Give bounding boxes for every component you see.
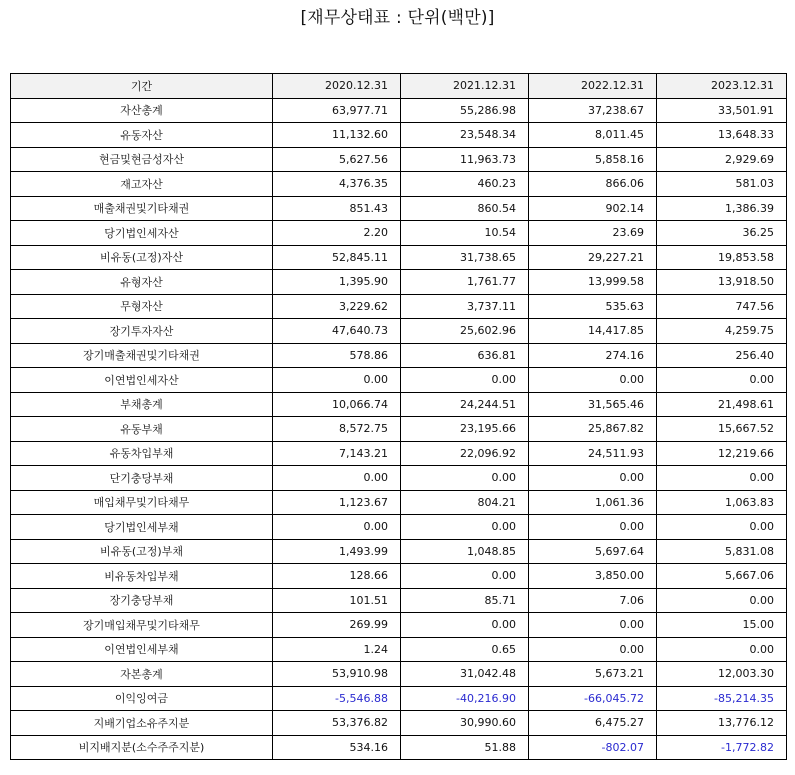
value-cell: 0.00 [401, 564, 529, 589]
value-cell: 53,376.82 [273, 711, 401, 736]
value-cell: 0.00 [529, 515, 657, 540]
row-label: 당기법인세자산 [11, 221, 273, 246]
value-cell: 0.00 [401, 368, 529, 393]
value-cell: 11,132.60 [273, 123, 401, 148]
row-label: 당기법인세부채 [11, 515, 273, 540]
value-cell: 0.00 [401, 515, 529, 540]
row-label: 유동차입부채 [11, 441, 273, 466]
value-cell: 3,737.11 [401, 294, 529, 319]
value-cell: 256.40 [657, 343, 787, 368]
row-label: 유형자산 [11, 270, 273, 295]
value-cell: 10.54 [401, 221, 529, 246]
value-cell: 0.00 [401, 613, 529, 638]
value-cell: 747.56 [657, 294, 787, 319]
value-cell: 101.51 [273, 588, 401, 613]
value-cell: 12,003.30 [657, 662, 787, 687]
table-row [11, 466, 787, 491]
table-row [11, 270, 787, 295]
value-cell: 8,011.45 [529, 123, 657, 148]
value-cell: 866.06 [529, 172, 657, 197]
value-cell: -40,216.90 [401, 686, 529, 711]
value-cell: 4,259.75 [657, 319, 787, 344]
value-cell: -85,214.35 [657, 686, 787, 711]
value-cell: 0.00 [401, 466, 529, 491]
value-cell: 581.03 [657, 172, 787, 197]
value-cell: 0.00 [657, 588, 787, 613]
value-cell: 13,648.33 [657, 123, 787, 148]
value-cell: 13,999.58 [529, 270, 657, 295]
value-cell: 274.16 [529, 343, 657, 368]
value-cell: 534.16 [273, 735, 401, 760]
value-cell: 2.20 [273, 221, 401, 246]
row-label: 이익잉여금 [11, 686, 273, 711]
value-cell: 0.00 [657, 637, 787, 662]
value-cell: 0.00 [657, 466, 787, 491]
value-cell: 25,867.82 [529, 417, 657, 442]
value-cell: 902.14 [529, 196, 657, 221]
table-row [11, 662, 787, 687]
value-cell: -802.07 [529, 735, 657, 760]
page-title: [재무상태표 : 단위(백만)] [300, 8, 495, 28]
value-cell: 0.00 [273, 515, 401, 540]
value-cell: 6,475.27 [529, 711, 657, 736]
table-row [11, 221, 787, 246]
value-cell: 5,858.16 [529, 147, 657, 172]
value-cell: 12,219.66 [657, 441, 787, 466]
table-row [11, 294, 787, 319]
value-cell: 1,395.90 [273, 270, 401, 295]
value-cell: 23,195.66 [401, 417, 529, 442]
value-cell: 0.00 [529, 466, 657, 491]
value-cell: 1,123.67 [273, 490, 401, 515]
value-cell: 5,673.21 [529, 662, 657, 687]
value-cell: 269.99 [273, 613, 401, 638]
value-cell: 37,238.67 [529, 98, 657, 123]
row-label: 부채총계 [11, 392, 273, 417]
value-cell: 31,738.65 [401, 245, 529, 270]
row-label: 비지배지분(소수주주지분) [11, 735, 273, 760]
value-cell: 55,286.98 [401, 98, 529, 123]
value-cell: 47,640.73 [273, 319, 401, 344]
value-cell: 2,929.69 [657, 147, 787, 172]
value-cell: 128.66 [273, 564, 401, 589]
table-row [11, 564, 787, 589]
value-cell: 0.00 [529, 613, 657, 638]
row-label: 장기투자자산 [11, 319, 273, 344]
row-label: 장기매출채권및기타채권 [11, 343, 273, 368]
value-cell: 11,963.73 [401, 147, 529, 172]
table-header-row [11, 74, 787, 99]
value-cell: -5,546.88 [273, 686, 401, 711]
value-cell: 5,627.56 [273, 147, 401, 172]
value-cell: 3,229.62 [273, 294, 401, 319]
value-cell: 52,845.11 [273, 245, 401, 270]
value-cell: 860.54 [401, 196, 529, 221]
header-period-2020: 2020.12.31 [273, 74, 401, 99]
value-cell: 1,493.99 [273, 539, 401, 564]
table-row [11, 711, 787, 736]
value-cell: -66,045.72 [529, 686, 657, 711]
value-cell: 36.25 [657, 221, 787, 246]
value-cell: 29,227.21 [529, 245, 657, 270]
value-cell: 15.00 [657, 613, 787, 638]
value-cell: 1.24 [273, 637, 401, 662]
value-cell: 0.00 [273, 368, 401, 393]
table-row [11, 441, 787, 466]
header-period-2021: 2021.12.31 [401, 74, 529, 99]
row-label: 유동부채 [11, 417, 273, 442]
table-row [11, 490, 787, 515]
value-cell: 8,572.75 [273, 417, 401, 442]
row-label: 비유동(고정)부채 [11, 539, 273, 564]
balance-sheet-table [10, 73, 787, 760]
value-cell: 1,048.85 [401, 539, 529, 564]
value-cell: 460.23 [401, 172, 529, 197]
table-row [11, 172, 787, 197]
value-cell: 636.81 [401, 343, 529, 368]
table-row [11, 98, 787, 123]
value-cell: 10,066.74 [273, 392, 401, 417]
value-cell: 0.00 [529, 368, 657, 393]
header-period-2022: 2022.12.31 [529, 74, 657, 99]
row-label: 매입채무및기타채무 [11, 490, 273, 515]
value-cell: 7,143.21 [273, 441, 401, 466]
value-cell: 23,548.34 [401, 123, 529, 148]
table-row [11, 686, 787, 711]
value-cell: 851.43 [273, 196, 401, 221]
value-cell: 1,063.83 [657, 490, 787, 515]
value-cell: 31,042.48 [401, 662, 529, 687]
value-cell: 5,697.64 [529, 539, 657, 564]
value-cell: -1,772.82 [657, 735, 787, 760]
value-cell: 0.00 [657, 368, 787, 393]
table-row [11, 319, 787, 344]
value-cell: 1,386.39 [657, 196, 787, 221]
value-cell: 1,061.36 [529, 490, 657, 515]
value-cell: 1,761.77 [401, 270, 529, 295]
value-cell: 51.88 [401, 735, 529, 760]
value-cell: 535.63 [529, 294, 657, 319]
value-cell: 804.21 [401, 490, 529, 515]
row-label: 이연법인세부채 [11, 637, 273, 662]
row-label: 지배기업소유주지분 [11, 711, 273, 736]
row-label: 비유동(고정)자산 [11, 245, 273, 270]
value-cell: 0.65 [401, 637, 529, 662]
value-cell: 4,376.35 [273, 172, 401, 197]
header-period-2023: 2023.12.31 [657, 74, 787, 99]
value-cell: 14,417.85 [529, 319, 657, 344]
row-label: 무형자산 [11, 294, 273, 319]
row-label: 단기충당부채 [11, 466, 273, 491]
value-cell: 53,910.98 [273, 662, 401, 687]
table-row [11, 735, 787, 760]
value-cell: 0.00 [273, 466, 401, 491]
value-cell: 13,776.12 [657, 711, 787, 736]
value-cell: 25,602.96 [401, 319, 529, 344]
header-period-label: 기간 [11, 74, 273, 99]
table-row [11, 515, 787, 540]
value-cell: 23.69 [529, 221, 657, 246]
table-row [11, 147, 787, 172]
row-label: 비유동차입부채 [11, 564, 273, 589]
value-cell: 0.00 [657, 515, 787, 540]
value-cell: 30,990.60 [401, 711, 529, 736]
value-cell: 3,850.00 [529, 564, 657, 589]
row-label: 유동자산 [11, 123, 273, 148]
table-row [11, 343, 787, 368]
value-cell: 5,667.06 [657, 564, 787, 589]
value-cell: 7.06 [529, 588, 657, 613]
value-cell: 24,244.51 [401, 392, 529, 417]
table-row [11, 637, 787, 662]
value-cell: 85.71 [401, 588, 529, 613]
row-label: 장기충당부채 [11, 588, 273, 613]
value-cell: 22,096.92 [401, 441, 529, 466]
value-cell: 31,565.46 [529, 392, 657, 417]
table-row [11, 368, 787, 393]
row-label: 이연법인세자산 [11, 368, 273, 393]
value-cell: 5,831.08 [657, 539, 787, 564]
table-row [11, 123, 787, 148]
row-label: 매출채권및기타채권 [11, 196, 273, 221]
table-row [11, 245, 787, 270]
value-cell: 24,511.93 [529, 441, 657, 466]
value-cell: 0.00 [529, 637, 657, 662]
row-label: 자본총계 [11, 662, 273, 687]
row-label: 장기매입채무및기타채무 [11, 613, 273, 638]
table-row [11, 539, 787, 564]
value-cell: 19,853.58 [657, 245, 787, 270]
table-row [11, 417, 787, 442]
value-cell: 33,501.91 [657, 98, 787, 123]
value-cell: 15,667.52 [657, 417, 787, 442]
row-label: 재고자산 [11, 172, 273, 197]
value-cell: 63,977.71 [273, 98, 401, 123]
table-row [11, 588, 787, 613]
table-body [11, 98, 787, 760]
table-row [11, 392, 787, 417]
value-cell: 13,918.50 [657, 270, 787, 295]
value-cell: 21,498.61 [657, 392, 787, 417]
value-cell: 578.86 [273, 343, 401, 368]
table-row [11, 196, 787, 221]
row-label: 자산총계 [11, 98, 273, 123]
row-label: 현금및현금성자산 [11, 147, 273, 172]
table-row [11, 613, 787, 638]
